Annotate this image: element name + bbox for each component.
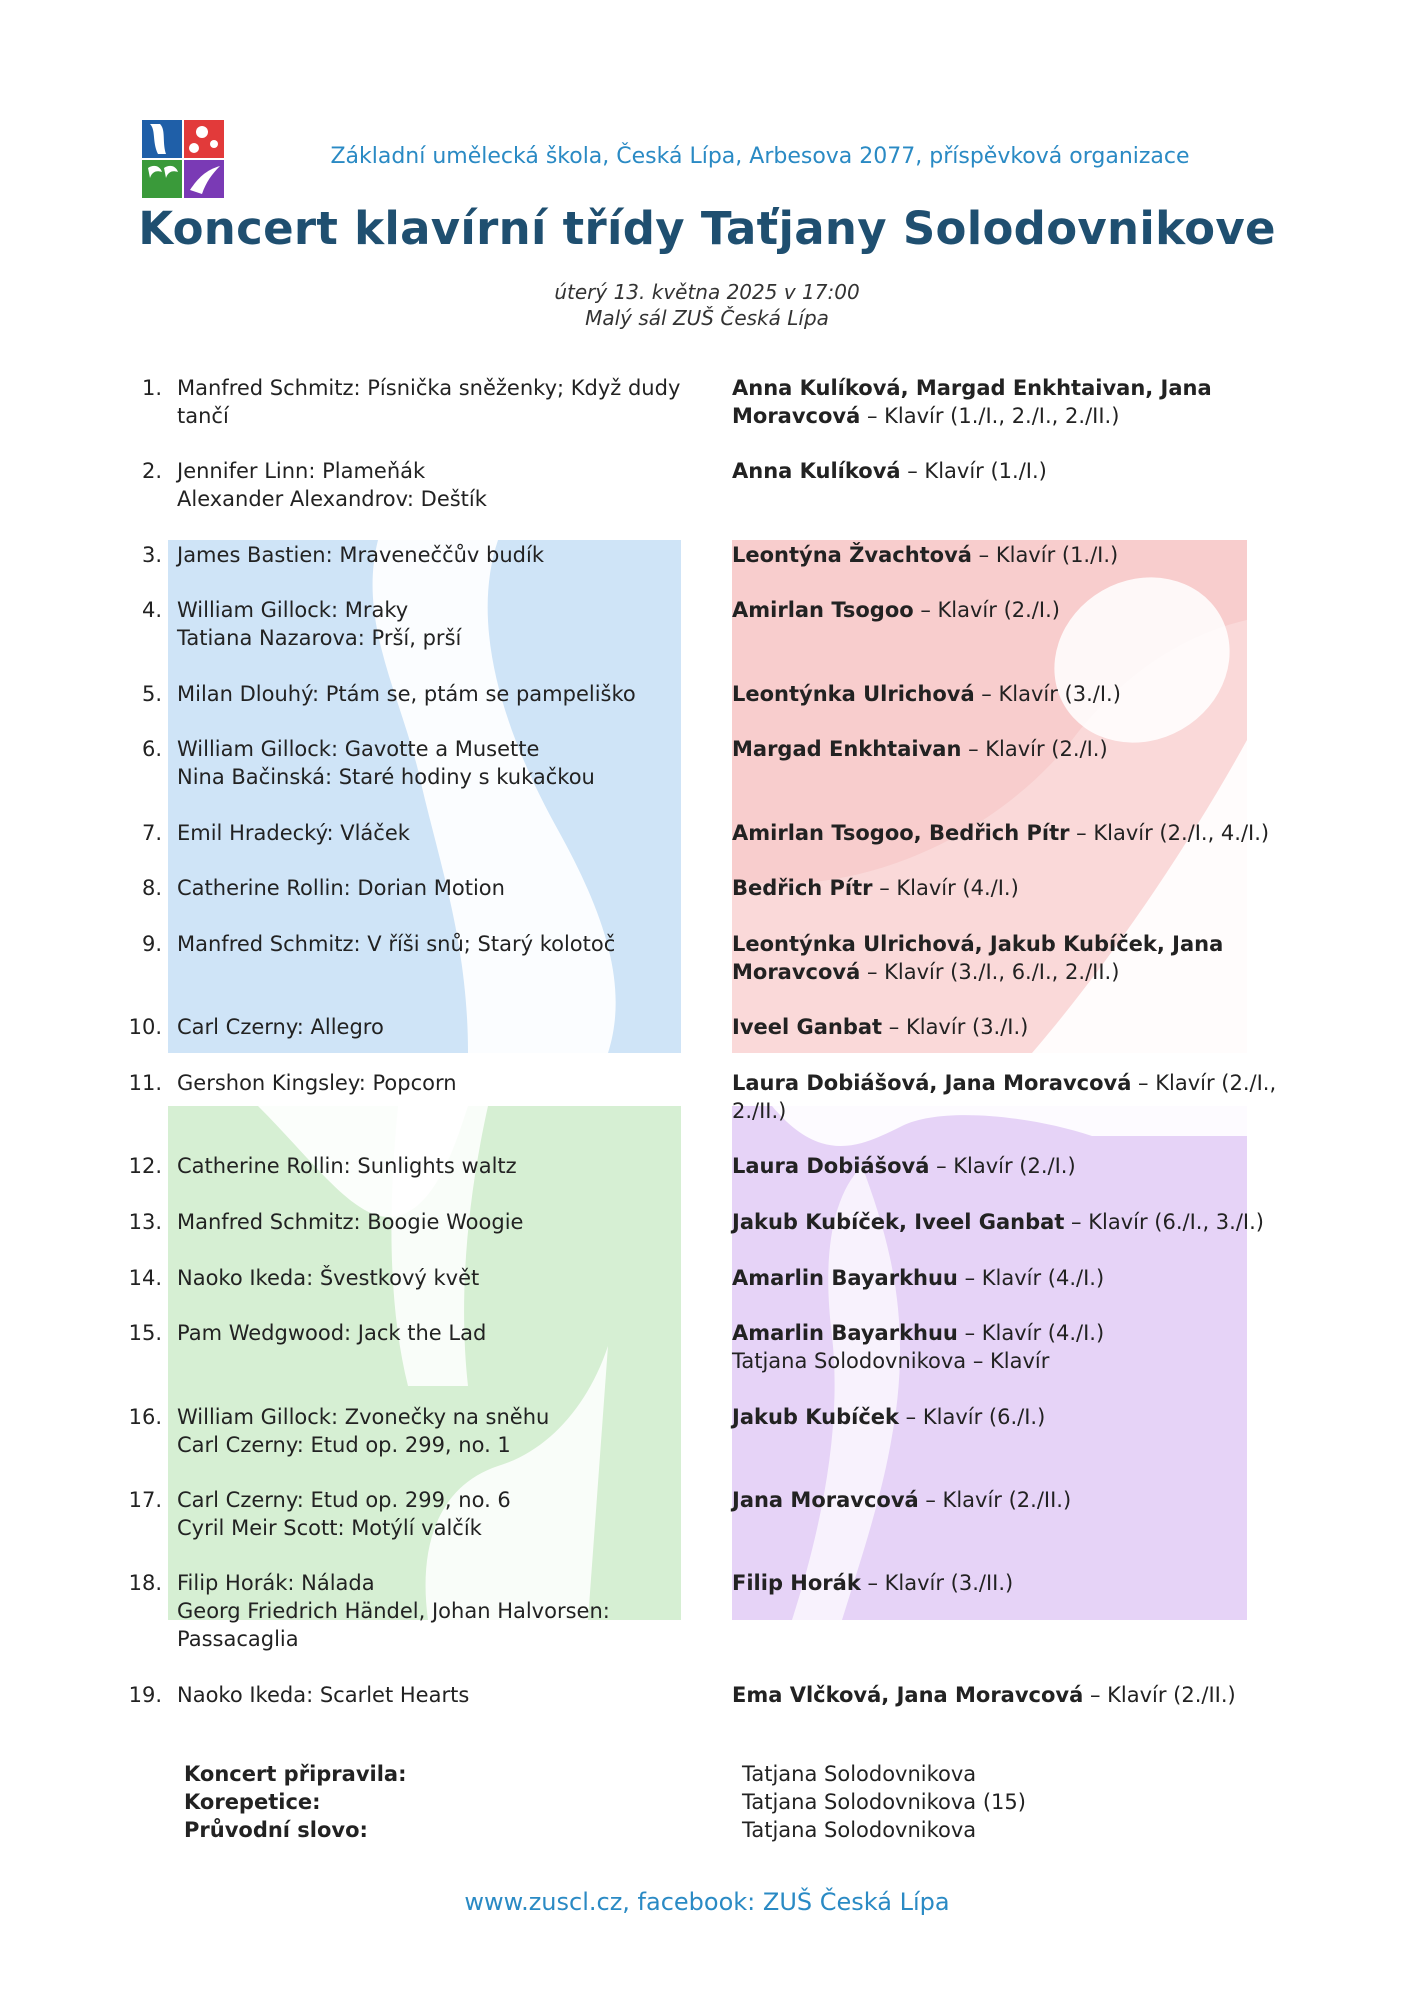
piece-line: Carl Czerny: Etud op. 299, no. 1	[177, 1432, 511, 1457]
program-pieces	[177, 1486, 697, 1542]
performer-instrument: – Klavír (4./I.)	[957, 1265, 1105, 1290]
performer-instrument: – Klavír (4./I.)	[872, 876, 1019, 901]
performer-names: Moravcová	[732, 960, 861, 984]
performer-instrument: – Klavír (2./I.)	[961, 737, 1108, 762]
performer-names: Ema Vlčková, Jana Moravcová	[732, 1682, 1084, 1707]
piece-line: James Bastien: Mraveneččův budík	[177, 542, 544, 567]
performer-names: Anna Kulíková	[732, 459, 901, 484]
program-number: 2.	[141, 459, 162, 484]
program-performers	[732, 1208, 1272, 1236]
performer-instrument: – Klavír (2./I.,	[1131, 1071, 1277, 1095]
program-pieces	[177, 874, 697, 902]
performer-line	[732, 1569, 1272, 1597]
concert-venue: Malý sál ZUŠ Česká Lípa	[585, 306, 829, 330]
program-performers	[732, 1569, 1272, 1597]
performer-line	[732, 1013, 1272, 1041]
performer-line	[732, 874, 1272, 902]
program-pieces	[177, 819, 697, 847]
performer-line	[732, 1347, 1272, 1375]
performer-line	[732, 402, 1272, 430]
program-performers	[732, 1152, 1272, 1180]
page-title: Koncert klavírní třídy Taťjany Solodovnikove	[138, 202, 1276, 255]
program-number: 9.	[141, 932, 162, 956]
performer-instrument: – Klavír (4./I.)	[957, 1321, 1105, 1346]
program-pieces	[177, 1069, 697, 1097]
performer-names: Jakub Kubíček	[732, 1404, 899, 1429]
performer-names: Iveel Ganbat	[732, 1015, 883, 1040]
performer-names: Jakub Kubíček, Iveel Ganbat	[732, 1210, 1065, 1234]
program-performers	[732, 1403, 1272, 1431]
performer-names: Amarlin Bayarkhuu	[732, 1265, 958, 1290]
credit-label: Průvodní slovo:	[184, 1818, 368, 1842]
piece-line: Carl Czerny: Allegro	[177, 1015, 384, 1040]
performer-names: Leontýnka Ulrichová	[732, 681, 975, 706]
program-pieces	[177, 735, 697, 791]
piece-line: Nina Bačinská: Staré hodiny s kukačkou	[177, 765, 595, 790]
program-pieces	[177, 541, 697, 569]
piece-line: Carl Czerny: Etud op. 299, no. 6	[177, 1488, 511, 1512]
piece-line: Catherine Rollin: Sunlights waltz	[177, 1154, 517, 1179]
program-performers	[732, 374, 1272, 430]
performer-line	[732, 1069, 1277, 1097]
credit-value: Tatjana Solodovnikova	[742, 1818, 977, 1842]
performer-line	[732, 958, 1272, 986]
performer-instrument: – Klavír (3./I., 6./I., 2./II.)	[860, 960, 1120, 984]
performer-instrument: – Klavír (2./I.)	[929, 1154, 1076, 1179]
performer-instrument: – Klavír (2./I.)	[913, 598, 1060, 623]
performer-names: Bedřich Pítr	[732, 876, 873, 901]
piece-line: Pam Wedgwood: Jack the Lad	[177, 1321, 487, 1346]
performer-instrument: 2./II.)	[732, 1099, 787, 1123]
performer-names: Leontýna Žvachtová	[732, 542, 972, 567]
program-pieces	[177, 1264, 697, 1292]
program-performers	[732, 874, 1272, 902]
piece-line: tančí	[177, 404, 229, 428]
program-number: 18.	[128, 1571, 162, 1596]
performer-names: Laura Dobiášová, Jana Moravcová	[732, 1071, 1132, 1095]
program-number: 4.	[141, 598, 162, 623]
piece-line: Passacaglia	[177, 1627, 299, 1652]
performer-names: Amirlan Tsogoo	[732, 598, 914, 623]
program-pieces	[177, 1403, 697, 1459]
piece-line: William Gillock: Gavotte a Musette	[177, 737, 540, 762]
program-performers	[732, 930, 1272, 986]
program-number: 6.	[141, 737, 162, 762]
program-performers	[732, 1486, 1272, 1514]
piece-line: Milan Dlouhý: Ptám se, ptám se pampeliško	[177, 681, 636, 706]
performer-line	[732, 1208, 1272, 1236]
program-number: 15.	[128, 1321, 162, 1346]
credit-value: Tatjana Solodovnikova	[742, 1762, 977, 1786]
program-number: 3.	[141, 542, 162, 567]
performer-line	[732, 541, 1272, 569]
program-number: 1.	[141, 376, 162, 400]
performer-instrument: – Klavír (3./II.)	[860, 1571, 1014, 1596]
performer-instrument: – Klavír (6./I.)	[899, 1404, 1046, 1429]
performer-instrument: – Klavír (2./II.)	[918, 1488, 1072, 1512]
performer-names: Moravcová	[732, 404, 861, 428]
program-pieces	[177, 374, 697, 430]
performer-instrument: – Klavír (2./II.)	[1083, 1682, 1236, 1707]
school-name: Základní umělecká škola, Česká Lípa, Arbesova 2077, příspěvková organizace	[330, 144, 1190, 169]
performer-names: Anna Kulíková, Margad Enkhtaivan, Jana	[732, 376, 1212, 400]
program-pieces	[177, 680, 697, 708]
credit-row	[0, 1816, 1414, 1844]
piece-line: Emil Hradecký: Vláček	[177, 820, 410, 845]
program-performers	[732, 1319, 1272, 1375]
background-panel-green	[168, 1106, 681, 1620]
performer-instrument: – Klavír (1./I.)	[971, 542, 1119, 567]
piece-line: Cyril Meir Scott: Motýlí valčík	[177, 1516, 482, 1540]
program-number: 14.	[128, 1265, 162, 1290]
program-performers	[732, 735, 1272, 763]
program-performers	[732, 596, 1272, 624]
performer-names: Leontýnka Ulrichová, Jakub Kubíček, Jana	[732, 932, 1224, 956]
piece-line: Georg Friedrich Händel, Johan Halvorsen:	[177, 1599, 610, 1624]
performer-instrument: Tatjana Solodovnikova – Klavír	[732, 1349, 1050, 1374]
program-performers	[732, 819, 1272, 847]
performer-names: Amarlin Bayarkhuu	[732, 1321, 958, 1346]
program-pieces	[177, 1569, 697, 1653]
program-pieces	[177, 1319, 697, 1347]
performer-instrument: – Klavír (2./I., 4./I.)	[1069, 820, 1270, 845]
program-number: 8.	[141, 876, 162, 901]
program-performers	[732, 1069, 1277, 1125]
program-performers	[732, 1264, 1272, 1292]
program-performers	[732, 457, 1272, 485]
program-number: 10.	[128, 1015, 162, 1040]
program-performers	[732, 1681, 1272, 1709]
performer-line	[732, 596, 1272, 624]
program-number: 12.	[128, 1154, 162, 1179]
piece-line: Gershon Kingsley: Popcorn	[177, 1071, 457, 1095]
program-performers	[732, 541, 1272, 569]
program-pieces	[177, 1208, 697, 1236]
program-number: 16.	[128, 1404, 162, 1429]
piece-line: William Gillock: Zvonečky na sněhu	[177, 1404, 550, 1429]
performer-names: Margad Enkhtaivan	[732, 737, 962, 762]
piece-line: Filip Horák: Nálada	[177, 1571, 375, 1596]
program-number: 13.	[128, 1210, 162, 1234]
credit-row	[0, 1760, 1414, 1788]
concert-date: úterý 13. května 2025 v 17:00	[554, 280, 860, 304]
program-number: 5.	[141, 681, 162, 706]
credit-value: Tatjana Solodovnikova (15)	[742, 1790, 1026, 1814]
performer-line	[732, 1486, 1272, 1514]
performer-line	[732, 930, 1272, 958]
piece-line: Jennifer Linn: Plameňák	[177, 459, 426, 484]
performer-line	[732, 1097, 1272, 1125]
piece-line: William Gillock: Mraky	[177, 598, 409, 623]
program-pieces	[177, 930, 697, 958]
program-performers	[732, 1013, 1272, 1041]
program-pieces	[177, 596, 697, 652]
performer-instrument: – Klavír (6./I., 3./I.)	[1064, 1210, 1264, 1234]
piece-line: Manfred Schmitz: Boogie Woogie	[177, 1210, 524, 1234]
program-performers	[732, 680, 1272, 708]
performer-line	[732, 1681, 1272, 1709]
performer-instrument: – Klavír (1./I.)	[900, 459, 1047, 484]
program-number: 19.	[128, 1682, 162, 1707]
piece-line: Catherine Rollin: Dorian Motion	[177, 876, 505, 901]
performer-names: Jana Moravcová	[732, 1488, 919, 1512]
performer-line	[732, 735, 1272, 763]
program-number: 17.	[128, 1488, 162, 1512]
performer-instrument: – Klavír (3./I.)	[974, 681, 1121, 706]
performer-names: Amirlan Tsogoo, Bedřich Pítr	[732, 820, 1070, 845]
footer-links[interactable]: www.zuscl.cz, facebook: ZUŠ Česká Lípa	[464, 1888, 950, 1916]
credit-label: Koncert připravila:	[184, 1762, 407, 1786]
performer-line	[732, 1319, 1272, 1347]
program-number: 7.	[141, 820, 162, 845]
piece-line: Manfred Schmitz: V říši snů; Starý kolotoč	[177, 932, 616, 956]
performer-instrument: – Klavír (3./I.)	[882, 1015, 1029, 1040]
performer-line	[732, 819, 1272, 847]
piece-line: Alexander Alexandrov: Deštík	[177, 487, 487, 512]
performer-names: Laura Dobiášová	[732, 1154, 930, 1179]
piece-line: Tatiana Nazarova: Prší, prší	[177, 626, 462, 651]
program-number: 11.	[128, 1071, 162, 1095]
piece-line: Naoko Ikeda: Švestkový květ	[177, 1265, 480, 1290]
credit-label: Korepetice:	[184, 1790, 321, 1814]
performer-instrument: – Klavír (1./I., 2./I., 2./II.)	[860, 404, 1120, 428]
performer-line	[732, 1152, 1272, 1180]
performer-line	[732, 1264, 1272, 1292]
program-pieces	[177, 1013, 697, 1041]
performer-line	[732, 457, 1272, 485]
credit-row	[0, 1788, 1414, 1816]
program-pieces	[177, 1152, 697, 1180]
performer-names: Filip Horák	[732, 1571, 861, 1596]
performer-line	[732, 1403, 1272, 1431]
school-logo-icon	[142, 120, 224, 198]
program-pieces	[177, 1681, 697, 1709]
program-pieces	[177, 457, 697, 513]
piece-line: Naoko Ikeda: Scarlet Hearts	[177, 1682, 470, 1707]
performer-line	[732, 374, 1272, 402]
piece-line: Manfred Schmitz: Písnička sněženky; Když dudy	[177, 376, 681, 400]
performer-line	[732, 680, 1272, 708]
